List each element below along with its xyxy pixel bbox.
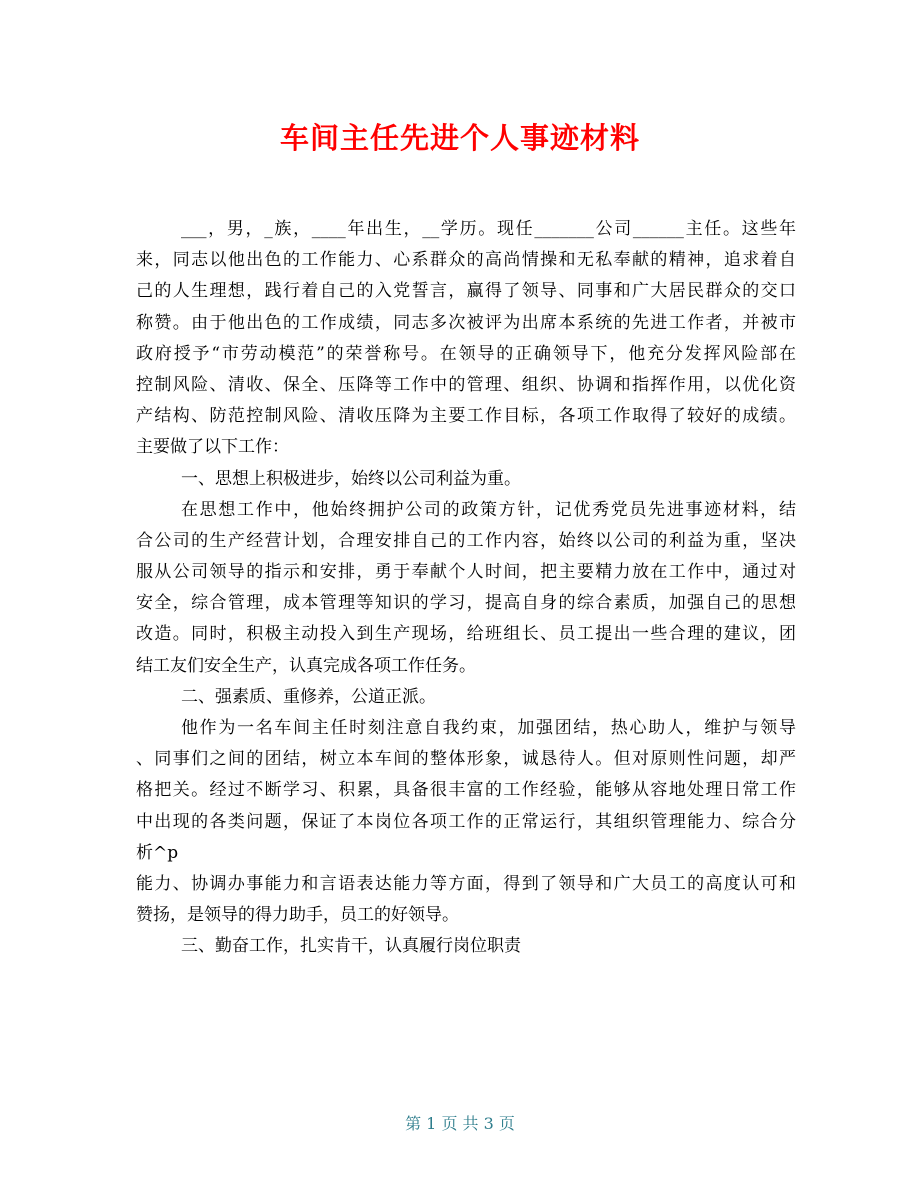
body-line: 控制风险、清收、保全、压降等工作中的管理、组织、协调和指挥作用，以优化资 (136, 374, 796, 395)
body-line: 产结构、防范控制风险、清收压降为主要工作目标，各项工作取得了较好的成绩。 (136, 406, 796, 427)
body-line: 改造。同时，积极主动投入到生产现场，给班组长、员工提出一些合理的建议，团 (136, 624, 796, 645)
page-footer (0, 1112, 920, 1136)
body-line: 三、勤奋工作，扎实肯干，认真履行岗位职责 (181, 936, 521, 957)
body-line: 主要做了以下工作： (136, 437, 289, 458)
document-title: 车间主任先进个人事迹材料 (279, 121, 640, 155)
body-line: 析^p (136, 842, 179, 863)
body-line: 合公司的生产经营计划，合理安排自己的工作内容，始终以公司的利益为重，坚决 (136, 530, 796, 551)
body-line: ___，男，_族，____年出生，__学历。现任_______公司______主任。这些年 (181, 219, 796, 239)
body-line: 中出现的各类问题，保证了本岗位各项工作的正常运行，其组织管理能力、综合分 (136, 811, 796, 832)
body-line: 来，同志以他出色的工作能力、心系群众的高尚情操和无私奉献的精神，追求着自 (136, 250, 796, 271)
body-line: 他作为一名车间主任时刻注意自我约束，加强团结，热心助人，维护与领导 (181, 718, 796, 738)
body-line: 能力、协调办事能力和言语表达能力等方面，得到了领导和广大员工的高度认可和 (136, 873, 796, 894)
body-line: 一、思想上积极进步，始终以公司利益为重。 (181, 468, 521, 489)
body-line: 、同事们之间的团结，树立本车间的整体形象，诚恳待人。但对原则性问题，却严 (136, 749, 796, 770)
body-line: 服从公司领导的指示和安排，勇于奉献个人时间，把主要精力放在工作中，通过对 (136, 562, 796, 583)
page-number-label: 第 1 页 共 3 页 (405, 1114, 515, 1133)
body-line: 安全，综合管理，成本管理等知识的学习，提高自身的综合素质，加强自己的思想 (136, 593, 796, 614)
body-line: 称赞。由于他出色的工作成绩，同志多次被评为出席本系统的先进工作者，并被市 (136, 312, 796, 333)
document-body (136, 214, 796, 963)
body-line: 二、强素质、重修养，公道正派。 (181, 686, 436, 707)
body-line: 赞扬，是领导的得力助手，员工的好领导。 (136, 905, 459, 926)
body-line: 格把关。经过不断学习、积累，具备很丰富的工作经验，能够从容地处理日常工作 (136, 780, 796, 801)
body-line: 己的人生理想，践行着自己的入党誓言，赢得了领导、同事和广大居民群众的交口 (136, 281, 796, 302)
body-line: 在思想工作中，他始终拥护公司的政策方针，记优秀党员先进事迹材料，结 (181, 499, 796, 520)
body-line: 结工友们安全生产，认真完成各项工作任务。 (136, 655, 476, 676)
body-line: 政府授予“市劳动模范”的荣誉称号。在领导的正确领导下，他充分发挥风险部在 (136, 343, 796, 364)
